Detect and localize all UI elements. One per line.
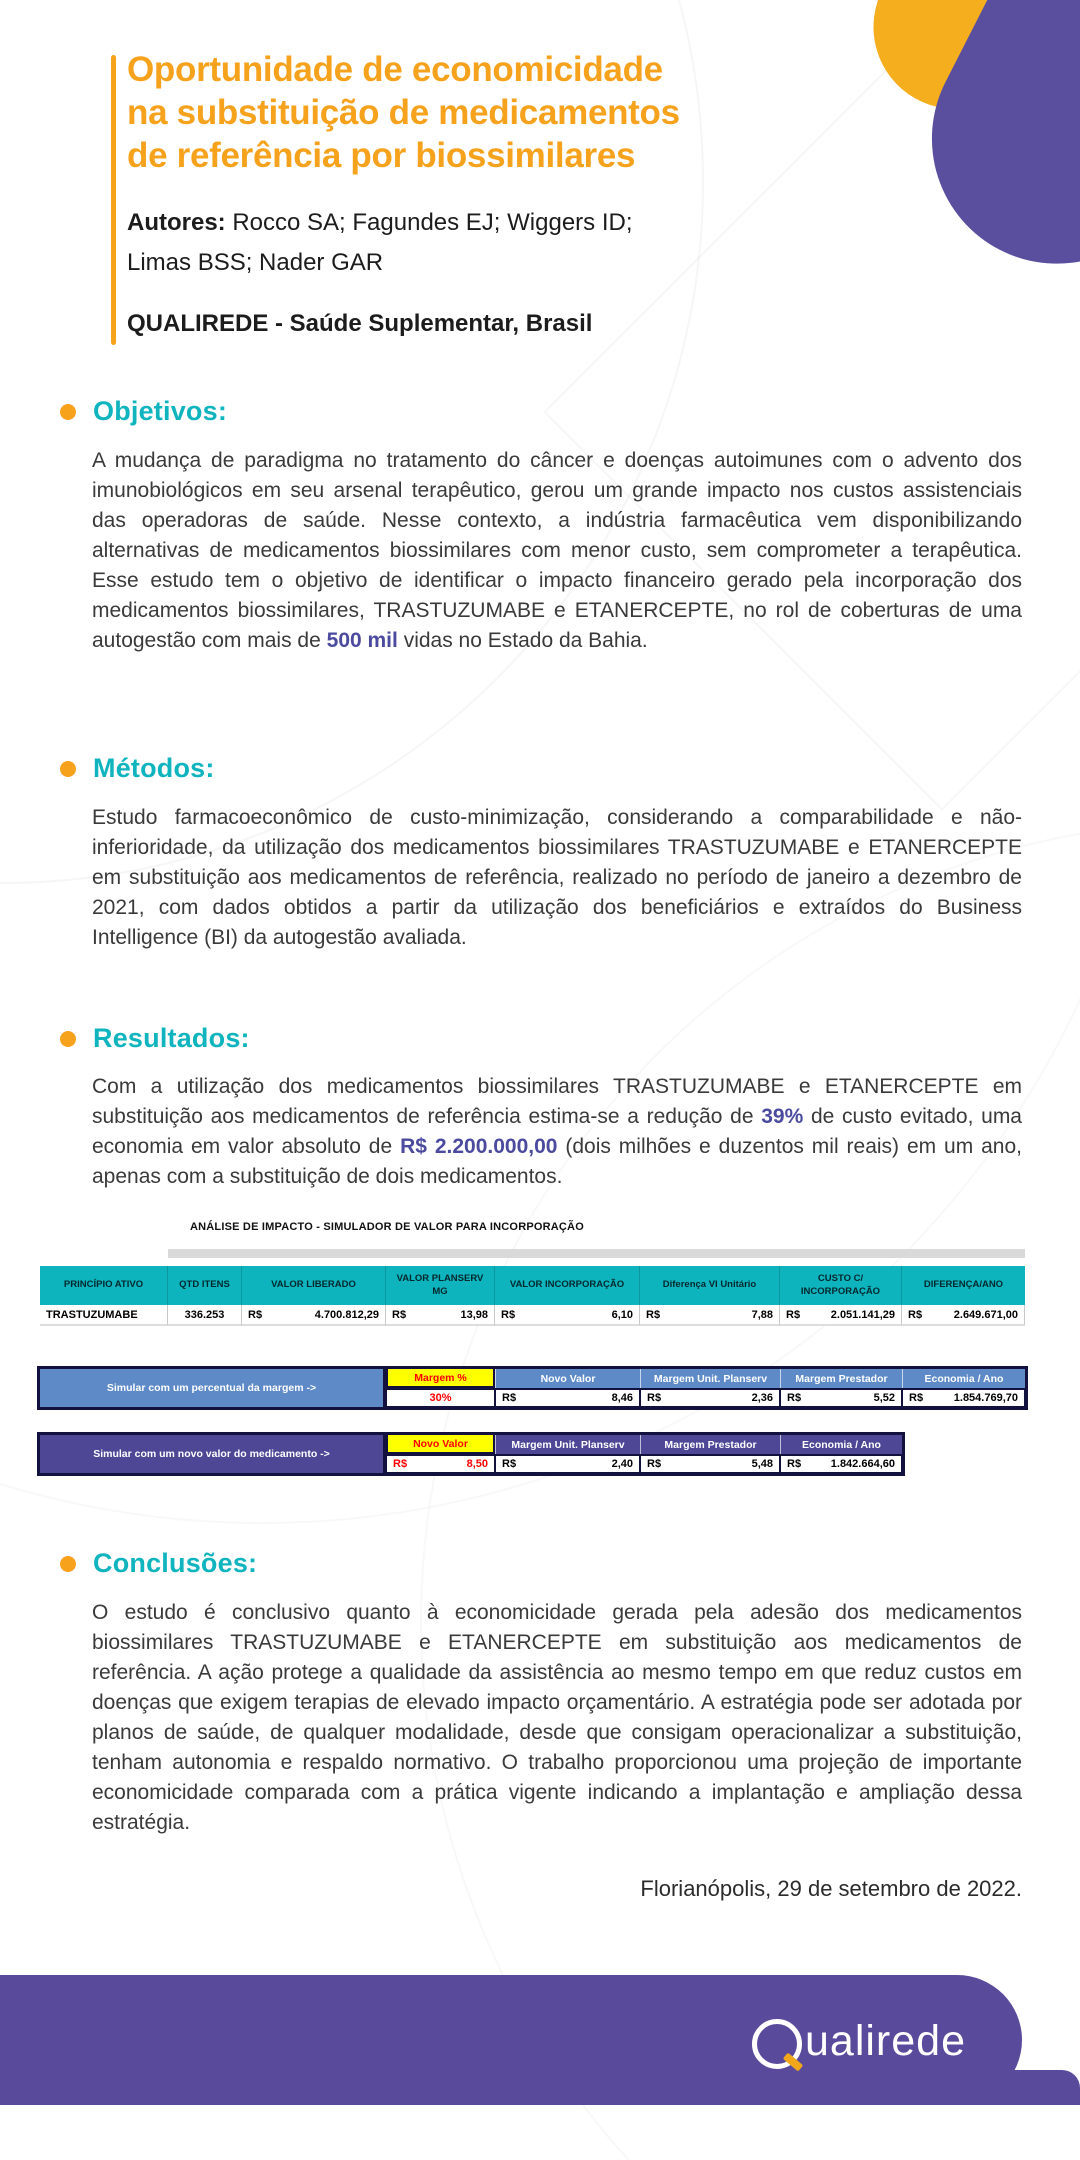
simulator-header-novo-valor: Novo Valor: [495, 1369, 640, 1388]
currency-prefix: R$: [787, 1392, 802, 1404]
title-accent-bar: [111, 55, 116, 345]
logo-text: ualirede: [805, 2017, 966, 2065]
simulator-value-cell: [780, 1454, 902, 1473]
currency-value: 7,88: [751, 1308, 773, 1321]
table-header-cell: QTD ITENS: [168, 1266, 242, 1305]
new-value-simulator: [37, 1432, 905, 1476]
novo-valor-input[interactable]: [386, 1454, 495, 1473]
impact-table: [40, 1266, 1025, 1326]
simulator-value-cell: [902, 1388, 1025, 1407]
title-line: na substituição de medicamentos: [127, 93, 680, 132]
purple-capsule-decoration: [889, 0, 1080, 307]
page-title: [127, 48, 767, 177]
background-arc: [420, 820, 1080, 2160]
simulator-value-cell: [640, 1454, 780, 1473]
section-title: Conclusões:: [93, 1548, 258, 1578]
currency-prefix: R$: [909, 1392, 924, 1404]
title-line: de referência por biossimilares: [127, 136, 636, 175]
simulator-header-margem-prestador: Margem Prestador: [780, 1369, 902, 1388]
table-cell-qtd: 336.253: [168, 1305, 242, 1326]
simulator-label: Simular com um novo valor do medicamento ->: [40, 1435, 386, 1473]
yellow-capsule-decoration: [852, 0, 1080, 130]
simulator-header-economia: Economia / Ano: [902, 1369, 1025, 1388]
table-cell-money: [780, 1305, 902, 1326]
currency-prefix: R$: [248, 1308, 263, 1321]
currency-prefix: R$: [647, 1458, 662, 1470]
table-gray-strip: [168, 1249, 1025, 1258]
section-title: Objetivos:: [93, 396, 228, 426]
table-header-cell: CUSTO C/ INCORPORAÇÃO: [780, 1266, 902, 1305]
simulator-header-margem-unit: Margem Unit. Planserv: [640, 1369, 780, 1388]
currency-value: 2,36: [751, 1392, 773, 1404]
table-cell-principio: TRASTUZUMABE: [40, 1305, 168, 1326]
currency-value: 13,98: [460, 1308, 488, 1321]
simulator-value-cell: [640, 1388, 780, 1407]
table-header-cell: DIFERENÇA/ANO: [902, 1266, 1025, 1305]
table-cell-money: [386, 1305, 495, 1326]
table-header-cell: VALOR PLANSERV MG: [386, 1266, 495, 1305]
title-line: Oportunidade de economicidade: [127, 50, 663, 89]
bullet-icon: [60, 1031, 76, 1047]
simulator-header-margem: Margem %: [386, 1369, 495, 1388]
currency-value: 2.649.671,00: [953, 1308, 1018, 1321]
currency-value: 5,48: [751, 1458, 773, 1470]
authors-line: Limas BSS; Nader GAR: [127, 249, 384, 276]
authors-line: [127, 203, 633, 243]
table-cell-money: [902, 1305, 1025, 1326]
simulator-header-economia: Economia / Ano: [780, 1435, 902, 1454]
currency-prefix: R$: [908, 1308, 923, 1321]
resultados-paragraph: Com a utilização dos medicamentos biossimilares TRASTUZUMABE e ETANERCEPTE em substituição aos medicamentos de referência estima-se a redução de 39% de custo evitado, uma economia em valor absoluto de R$ 2.200.000,00 (dois milhões e duzentos mil reais) em um ano, apenas com a substituição de dois medicamentos.: [92, 1075, 1022, 1188]
affiliation: QUALIREDE - Saúde Suplementar, Brasil: [127, 310, 593, 337]
currency-prefix: R$: [786, 1308, 801, 1321]
currency-prefix: R$: [787, 1458, 802, 1470]
currency-value: 8,50: [466, 1458, 488, 1470]
bullet-icon: [60, 1556, 76, 1572]
logo-q-icon: [752, 2019, 802, 2069]
currency-value: 4.700.812,29: [314, 1308, 379, 1321]
authors-names: Rocco SA; Fagundes EJ; Wiggers ID;: [225, 209, 633, 236]
bullet-icon: [60, 404, 76, 420]
table-cell-money: [495, 1305, 640, 1326]
authors-block: [127, 203, 633, 283]
margin-percent-simulator: [37, 1366, 1028, 1410]
section-title: Resultados:: [93, 1023, 250, 1053]
section-title: Métodos:: [93, 753, 215, 783]
logo-q-tail-icon: [783, 2053, 803, 2072]
currency-prefix: R$: [502, 1458, 517, 1470]
simulator-value-cell: [495, 1388, 640, 1407]
section-heading-resultados: [60, 1023, 250, 1054]
currency-value: 8,46: [611, 1392, 633, 1404]
currency-value: 1.842.664,60: [830, 1458, 895, 1470]
currency-prefix: R$: [646, 1308, 661, 1321]
conclusoes-paragraph: O estudo é conclusivo quanto à economicidade gerada pela adesão dos medicamentos biossimilares TRASTUZUMABE e ETANERCEPTE em substituição aos medicamentos de referência. A ação protege a qualidade da assistência ao mesmo tempo em que reduz custos em doenças que exigem terapias de elevado impacto orçamentário. A estratégia pode ser adotada por planos de saúde, de qualquer modalidade, desde que consigam operacionalizar a substituição, tenham autonomia e respaldo normativo. O trabalho proporcionou uma projeção de importante economicidade comparada com a prática vigente indicando a implantação e ampliação dessa estratégia.: [92, 1601, 1022, 1834]
simulator-header-novo-valor: Novo Valor: [386, 1435, 495, 1454]
simulator-header-margem-unit: Margem Unit. Planserv: [495, 1435, 640, 1454]
currency-value: 2,40: [611, 1458, 633, 1470]
table-header-cell: Diferença VI Unitário: [640, 1266, 780, 1305]
date-line: Florianópolis, 29 de setembro de 2022.: [640, 1876, 1022, 1901]
qualirede-logo: [752, 2014, 966, 2069]
table-header-cell: PRINCÍPIO ATIVO: [40, 1266, 168, 1305]
bullet-icon: [60, 761, 76, 777]
section-heading-metodos: [60, 753, 215, 784]
currency-value: 2.051.141,29: [830, 1308, 895, 1321]
authors-label: Autores:: [127, 209, 226, 236]
currency-value: 5,52: [873, 1392, 895, 1404]
simulator-label: Simular com um percentual da margem ->: [40, 1369, 386, 1407]
currency-value: 1.854.769,70: [953, 1392, 1018, 1404]
currency-prefix: R$: [502, 1392, 517, 1404]
simulator-value-cell: [780, 1388, 902, 1407]
impact-table-title: ANÁLISE DE IMPACTO - SIMULADOR DE VALOR PARA INCORPORAÇÃO: [190, 1221, 584, 1233]
margem-percent-input[interactable]: 30%: [386, 1388, 495, 1407]
table-header-cell: VALOR INCORPORAÇÃO: [495, 1266, 640, 1305]
currency-prefix: R$: [392, 1308, 407, 1321]
currency-value: 6,10: [611, 1308, 633, 1321]
metodos-paragraph: Estudo farmacoeconômico de custo-minimização, considerando a comparabilidade e não-inferioridade, da utilização dos medicamentos biossimilares TRASTUZUMABE e ETANERCEPTE em substituição aos medicamentos de referência, realizado no período de janeiro a dezembro de 2021, com dados obtidos a partir da utilização dos beneficiários e extraídos do Business Intelligence (BI) da autogestão avaliada.: [92, 806, 1022, 949]
currency-prefix: R$: [647, 1392, 662, 1404]
simulator-value-cell: [495, 1454, 640, 1473]
table-header-cell: VALOR LIBERADO: [242, 1266, 386, 1305]
simulator-header-margem-prestador: Margem Prestador: [640, 1435, 780, 1454]
currency-prefix: R$: [393, 1458, 408, 1470]
currency-prefix: R$: [501, 1308, 516, 1321]
section-heading-objetivos: [60, 396, 227, 427]
objetivos-paragraph: A mudança de paradigma no tratamento do câncer e doenças autoimunes com o advento dos imunobiológicos em seu arsenal terapêutico, gerou um grande impacto nos custos assistenciais das operadoras de saúde. Nesse contexto, a indústria farmacêutica vem disponibilizando alternativas de medicamentos biossimilares com menor custo, sem comprometer a terapêutica. Esse estudo tem o objetivo de identificar o impacto financeiro gerado pela incorporação dos medicamentos biossimilares, TRASTUZUMABE e ETANERCEPTE, no rol de coberturas de uma autogestão com mais de 500 mil vidas no Estado da Bahia.: [92, 449, 1022, 652]
section-heading-conclusoes: [60, 1548, 257, 1579]
table-cell-money: [242, 1305, 386, 1326]
table-cell-money: [640, 1305, 780, 1326]
